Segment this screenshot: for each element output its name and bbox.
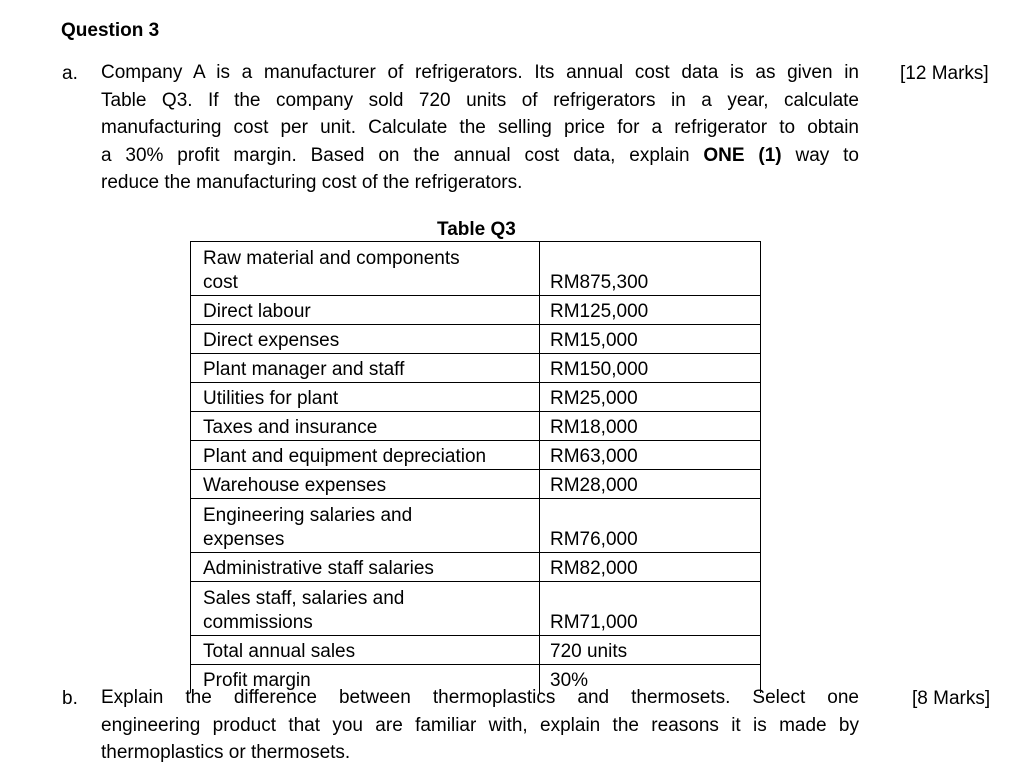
table-row — [191, 296, 761, 325]
part-a-letter: a. — [62, 63, 78, 84]
table-row — [191, 553, 761, 582]
table-cell-value: RM125,000 — [540, 296, 761, 325]
table-row — [191, 412, 761, 441]
table-cell-value: 720 units — [540, 636, 761, 665]
item-line: Engineering salaries and — [203, 505, 413, 526]
item-line: commissions — [203, 612, 313, 633]
part-a-line: manufacturing cost per unit. Calculate the selling price for a refrigerator to obtain — [101, 117, 859, 139]
table-row — [191, 354, 761, 383]
table-row — [191, 470, 761, 499]
part-b-marks: [8 Marks] — [912, 688, 991, 709]
table-cell-value: RM28,000 — [540, 470, 761, 499]
part-a-line-4 — [101, 142, 859, 170]
part-a-line: Company A is a manufacturer of refrigerators. Its annual cost data is as given in — [101, 62, 859, 83]
table-cell-item: Total annual sales — [191, 636, 540, 665]
part-a-line-4-bold: ONE (1) — [703, 144, 782, 166]
table-cell-item: Warehouse expenses — [191, 470, 540, 499]
table-cell-value: RM82,000 — [540, 553, 761, 582]
part-a-line: reduce the manufacturing cost of the refrigerators. — [101, 172, 523, 194]
item-line: expenses — [203, 529, 285, 550]
part-b-line: engineering product that you are familiar with, explain the reasons it is made by — [101, 714, 859, 736]
table-cell-item — [191, 582, 540, 636]
table-cell-item: Direct expenses — [191, 325, 540, 354]
item-line: Raw material and components — [203, 248, 460, 269]
part-a-line-4-post: way to — [795, 144, 859, 166]
table-cell-item: Plant manager and staff — [191, 354, 540, 383]
question-title: Question 3 — [61, 20, 160, 41]
part-b-text — [101, 684, 859, 767]
item-line: Sales staff, salaries and — [203, 588, 405, 609]
table-row — [191, 636, 761, 665]
table-cell-item: Administrative staff salaries — [191, 553, 540, 582]
table-cell-item: Direct labour — [191, 296, 540, 325]
table-row — [191, 383, 761, 412]
table-cell-value: RM150,000 — [540, 354, 761, 383]
item-line: cost — [203, 272, 238, 293]
table-cell-value: RM76,000 — [540, 499, 761, 553]
table-cell-item: Utilities for plant — [191, 383, 540, 412]
part-a-text — [101, 59, 859, 197]
part-a-line-4-pre: a 30% profit margin. Based on the annual cost data, explain — [101, 144, 690, 166]
table-cell-value: RM18,000 — [540, 412, 761, 441]
table-cell-item — [191, 499, 540, 553]
table-row — [191, 582, 761, 636]
table-cell-value: RM15,000 — [540, 325, 761, 354]
part-b-letter: b. — [62, 688, 78, 709]
table-cell-item: Plant and equipment depreciation — [191, 441, 540, 470]
part-a-line: Table Q3. If the company sold 720 units of refrigerators in a year, calculate — [101, 89, 859, 111]
table-row — [191, 325, 761, 354]
table-cell-value: RM25,000 — [540, 383, 761, 412]
table-cell-item: Profit margin — [191, 665, 540, 694]
table-cell-value: RM63,000 — [540, 441, 761, 470]
table-title: Table Q3 — [437, 219, 516, 240]
table-row — [191, 242, 761, 296]
table-cell-value: RM71,000 — [540, 582, 761, 636]
table-row — [191, 499, 761, 553]
table-row — [191, 441, 761, 470]
part-b-line: Explain the difference between thermoplastics and thermosets. Select one — [101, 687, 859, 708]
table-cell-item — [191, 242, 540, 296]
table-cell-item: Taxes and insurance — [191, 412, 540, 441]
part-a-marks: [12 Marks] — [900, 63, 989, 84]
table-cell-value: RM875,300 — [540, 242, 761, 296]
table-cell-value: 30% — [540, 665, 761, 694]
cost-table — [190, 241, 761, 693]
part-b-line: thermoplastics or thermosets. — [101, 742, 351, 764]
